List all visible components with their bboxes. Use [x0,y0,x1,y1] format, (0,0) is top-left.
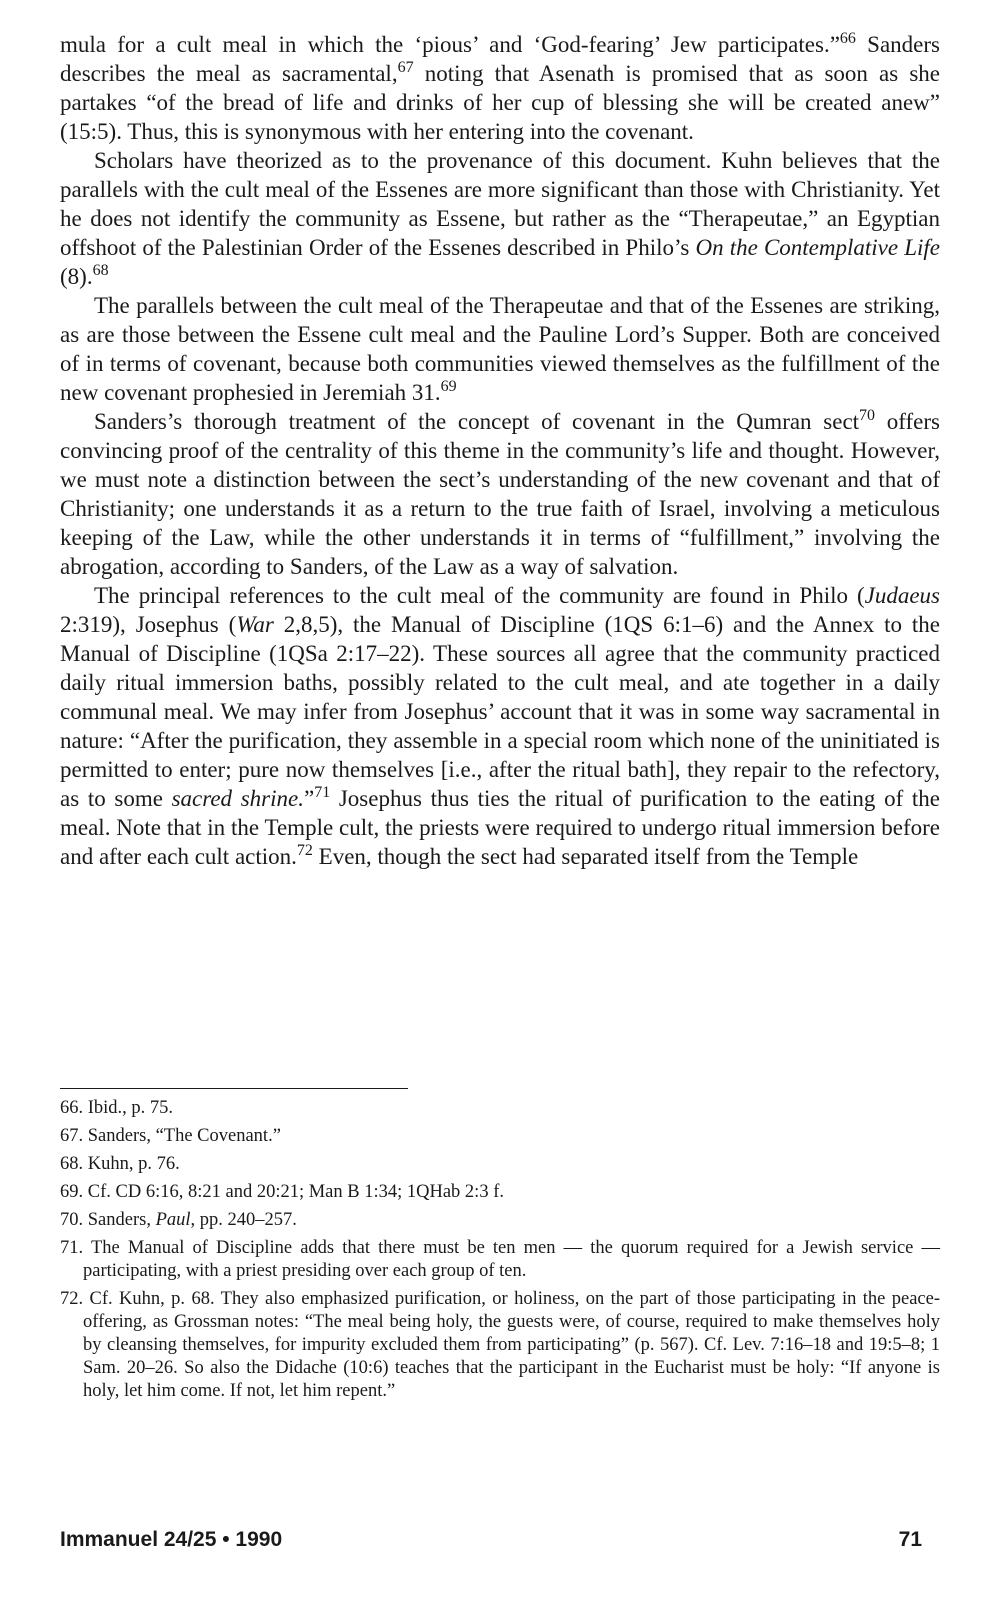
source-title-war: War [236,612,274,637]
paragraph-5: The principal references to the cult meal of the community are found in Philo (Judaeus 2:319), Josephus (War 2,8,5), the Manual of Discipline (1QS 6:1–6) and the Annex to the Manual of Discipline (1QSa 2:17–22). These sources all agree that the community practiced daily ritual immersion baths, possibly related to the cult meal, and ate together in a daily communal meal. We may infer from Josephus’ account that it was in some way sacramental in nature: “After the purification, they assemble in a special room which none of the uninitiated is permitted to enter; pure now themselves [i.e., after the ritual bath], they repair to the refectory, as to some sacred shrine.”$^{71}$ Josephus thus ties the ritual of purification to the eating of the meal. Note that in the Temple cult, the priests were required to undergo ritual immersion before and after each cult action.$^{72}$ Even, though the sect had separated itself from the Temple [60,583,940,869]
footnote-ref-68: 68 [92,262,109,279]
book-title: On the Contemplative Life [695,235,940,260]
footnote-ref-67: 67 [397,59,414,76]
footnote-70: 70. Sanders, Paul, pp. 240–257. [60,1210,297,1230]
footnote-ref-66: 66 [839,30,856,47]
footnote-68: 68. Kuhn, p. 76. [60,1154,180,1174]
footnote-ref-71: 71 [314,784,331,801]
paragraph-2: Scholars have theorized as to the provenance of this document. Kuhn believes that the parallels with the cult meal of the Essenes are more significant than those with Christianity. Yet he does not identify the community as Essene, but rather as the “Therapeutae,” an Egyptian offshoot of the Palestinian Order of the Essenes described in Philo’s On the Contemplative Life (8).$^{68}$ [60,148,940,289]
footnote-divider [60,1088,408,1089]
source-title-judaeus: Judaeus [864,583,940,608]
emphasis-sacred-shrine: sacred shrine. [171,786,304,811]
footnote-ref-70: 70 [859,407,876,424]
footnote-ref-69: 69 [440,378,457,395]
journal-footer: Immanuel 24/25 • 1990 [60,1528,283,1551]
footnote-67: 67. Sanders, “The Covenant.” [60,1126,281,1146]
body-text [60,30,940,871]
footnote-ref-72: 72 [296,842,313,859]
footnote-66: 66. Ibid., p. 75. [60,1098,174,1118]
footnote-71: 71. The Manual of Discipline adds that there must be ten men — the quorum required for a Jewish service — participating, with a priest presiding over each group of ten. [60,1238,941,1281]
footnote-72: 72. Cf. Kuhn, p. 68. They also emphasized purification, or holiness, on the part of those participating in the peace-offering, as Grossman notes: “The meal being holy, the guests were, of course, required to make themselves holy by cleansing themselves, for impurity excluded them from participating” (p. 567). Cf. Lev. 7:16–18 and 19:5–8; 1 Sam. 20–26. So also the Didache (10:6) teaches that the participant in the Eucharist must be holy: “If anyone is holy, let him come. If not, let him repent.” [60,1289,940,1401]
paragraph-4: Sanders’s thorough treatment of the concept of covenant in the Qumran sect$^{70}$ offers convincing proof of the centrality of this theme in the community’s life and thought. However, we must note a distinction between the sect’s understanding of the new covenant and that of Christianity; one understands it as a return to the true faith of Israel, involving a meticulous keeping of the Law, while the other understands it in terms of “fulfillment,” involving the abrogation, according to Sanders, of the Law as a way of salvation. [60,407,940,579]
paragraph-1: mula for a cult meal in which the ‘pious’ and ‘God-fearing’ Jew participates.”$^{66}$ Sanders describes the meal as sacramental,$^{67}$ noting that Asenath is promised that as soon as she partakes “of the bread of life and drinks of her cup of blessing she will be created anew” (15:5). Thus, this is synonymous with her entering into the covenant. [60,30,940,144]
page-number: 71 [898,1528,922,1551]
footnote-69: 69. Cf. CD 6:16, 8:21 and 20:21; Man B 1:34; 1QHab 2:3 f. [60,1182,504,1202]
paragraph-3: The parallels between the cult meal of the Therapeutae and that of the Essenes are striking, as are those between the Essene cult meal and the Pauline Lord’s Supper. Both are conceived of in terms of covenant, because both communities viewed themselves as the fulfillment of the new covenant prophesied in Jeremiah 31.69 [60,293,940,405]
footnotes [60,1097,940,1408]
